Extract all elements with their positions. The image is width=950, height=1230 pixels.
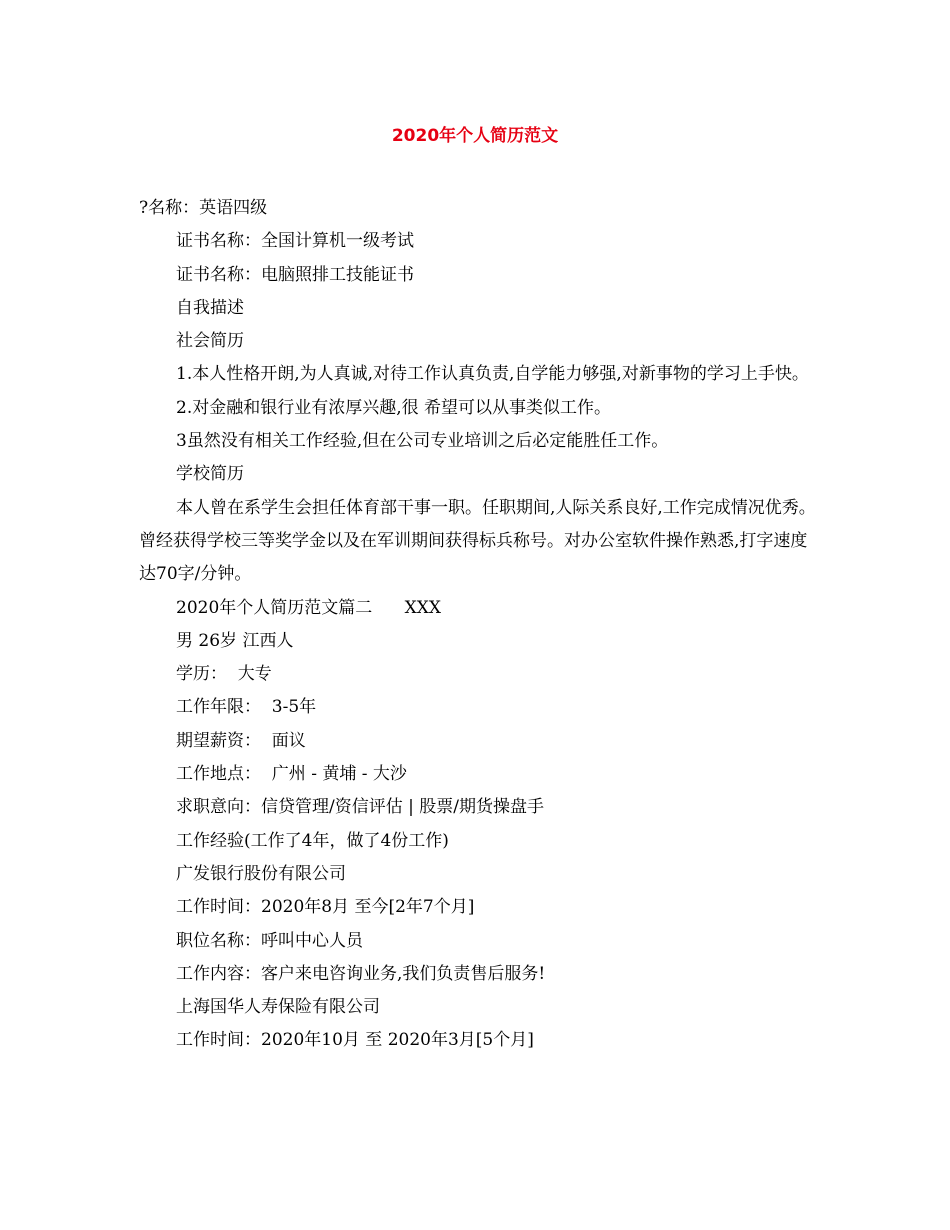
paragraph: 3虽然没有相关工作经验,但在公司专业培训之后必定能胜任工作。 bbox=[176, 431, 669, 452]
paragraph: 2.对金融和银行业有浓厚兴趣,很 希望可以从事类似工作。 bbox=[176, 397, 612, 418]
paragraph: 工作经验(工作了4年，做了4份工作) bbox=[176, 830, 449, 851]
paragraph: 自我描述 bbox=[176, 297, 244, 318]
paragraph: 工作地点： 广州 - 黄埔 - 大沙 bbox=[176, 764, 407, 785]
paragraph: 职位名称：呼叫中心人员 bbox=[176, 930, 363, 951]
paragraph: ?名称：英语四级 bbox=[139, 198, 268, 218]
paragraph: 工作时间：2020年10月 至 2020年3月[5个月] bbox=[176, 1030, 534, 1051]
paragraph: 2020年个人简历范文篇二 XXX bbox=[176, 597, 441, 618]
paragraph: 社会简历 bbox=[176, 331, 244, 352]
paragraph: 男 26岁 江西人 bbox=[176, 630, 294, 651]
paragraph: 广发银行股份有限公司 bbox=[176, 863, 346, 884]
paragraph: 期望薪资： 面议 bbox=[176, 730, 306, 751]
paragraph: 学历： 大专 bbox=[176, 664, 272, 685]
document-body bbox=[139, 192, 819, 1058]
paragraph: 1.本人性格开朗,为人真诚,对待工作认真负责,自学能力够强,对新事物的学习上手快。 bbox=[176, 364, 809, 385]
paragraph: 求职意向：信贷管理/资信评估 | 股票/期货操盘手 bbox=[176, 797, 544, 818]
paragraph: 证书名称：全国计算机一级考试 bbox=[176, 231, 414, 252]
paragraph: 工作时间：2020年8月 至今[2年7个月] bbox=[176, 897, 475, 918]
paragraph: 证书名称：电脑照排工技能证书 bbox=[176, 264, 414, 285]
paragraph: 上海国华人寿保险有限公司 bbox=[176, 997, 380, 1018]
paragraph: 工作内容：客户来电咨询业务,我们负责售后服务! bbox=[176, 963, 546, 984]
paragraph: 学校简历 bbox=[176, 464, 244, 485]
paragraph: 工作年限： 3-5年 bbox=[176, 697, 317, 718]
document-title: 2020年个人简历范文 bbox=[391, 126, 559, 146]
paragraph: 本人曾在系学生会担任体育部干事一职。任职期间,人际关系良好,工作完成情况优秀。曾经获得学校三等奖学金以及在军训期间获得标兵称号。对办公室软件操作熟悉,打字速度达70字/分钟。 bbox=[139, 497, 816, 585]
